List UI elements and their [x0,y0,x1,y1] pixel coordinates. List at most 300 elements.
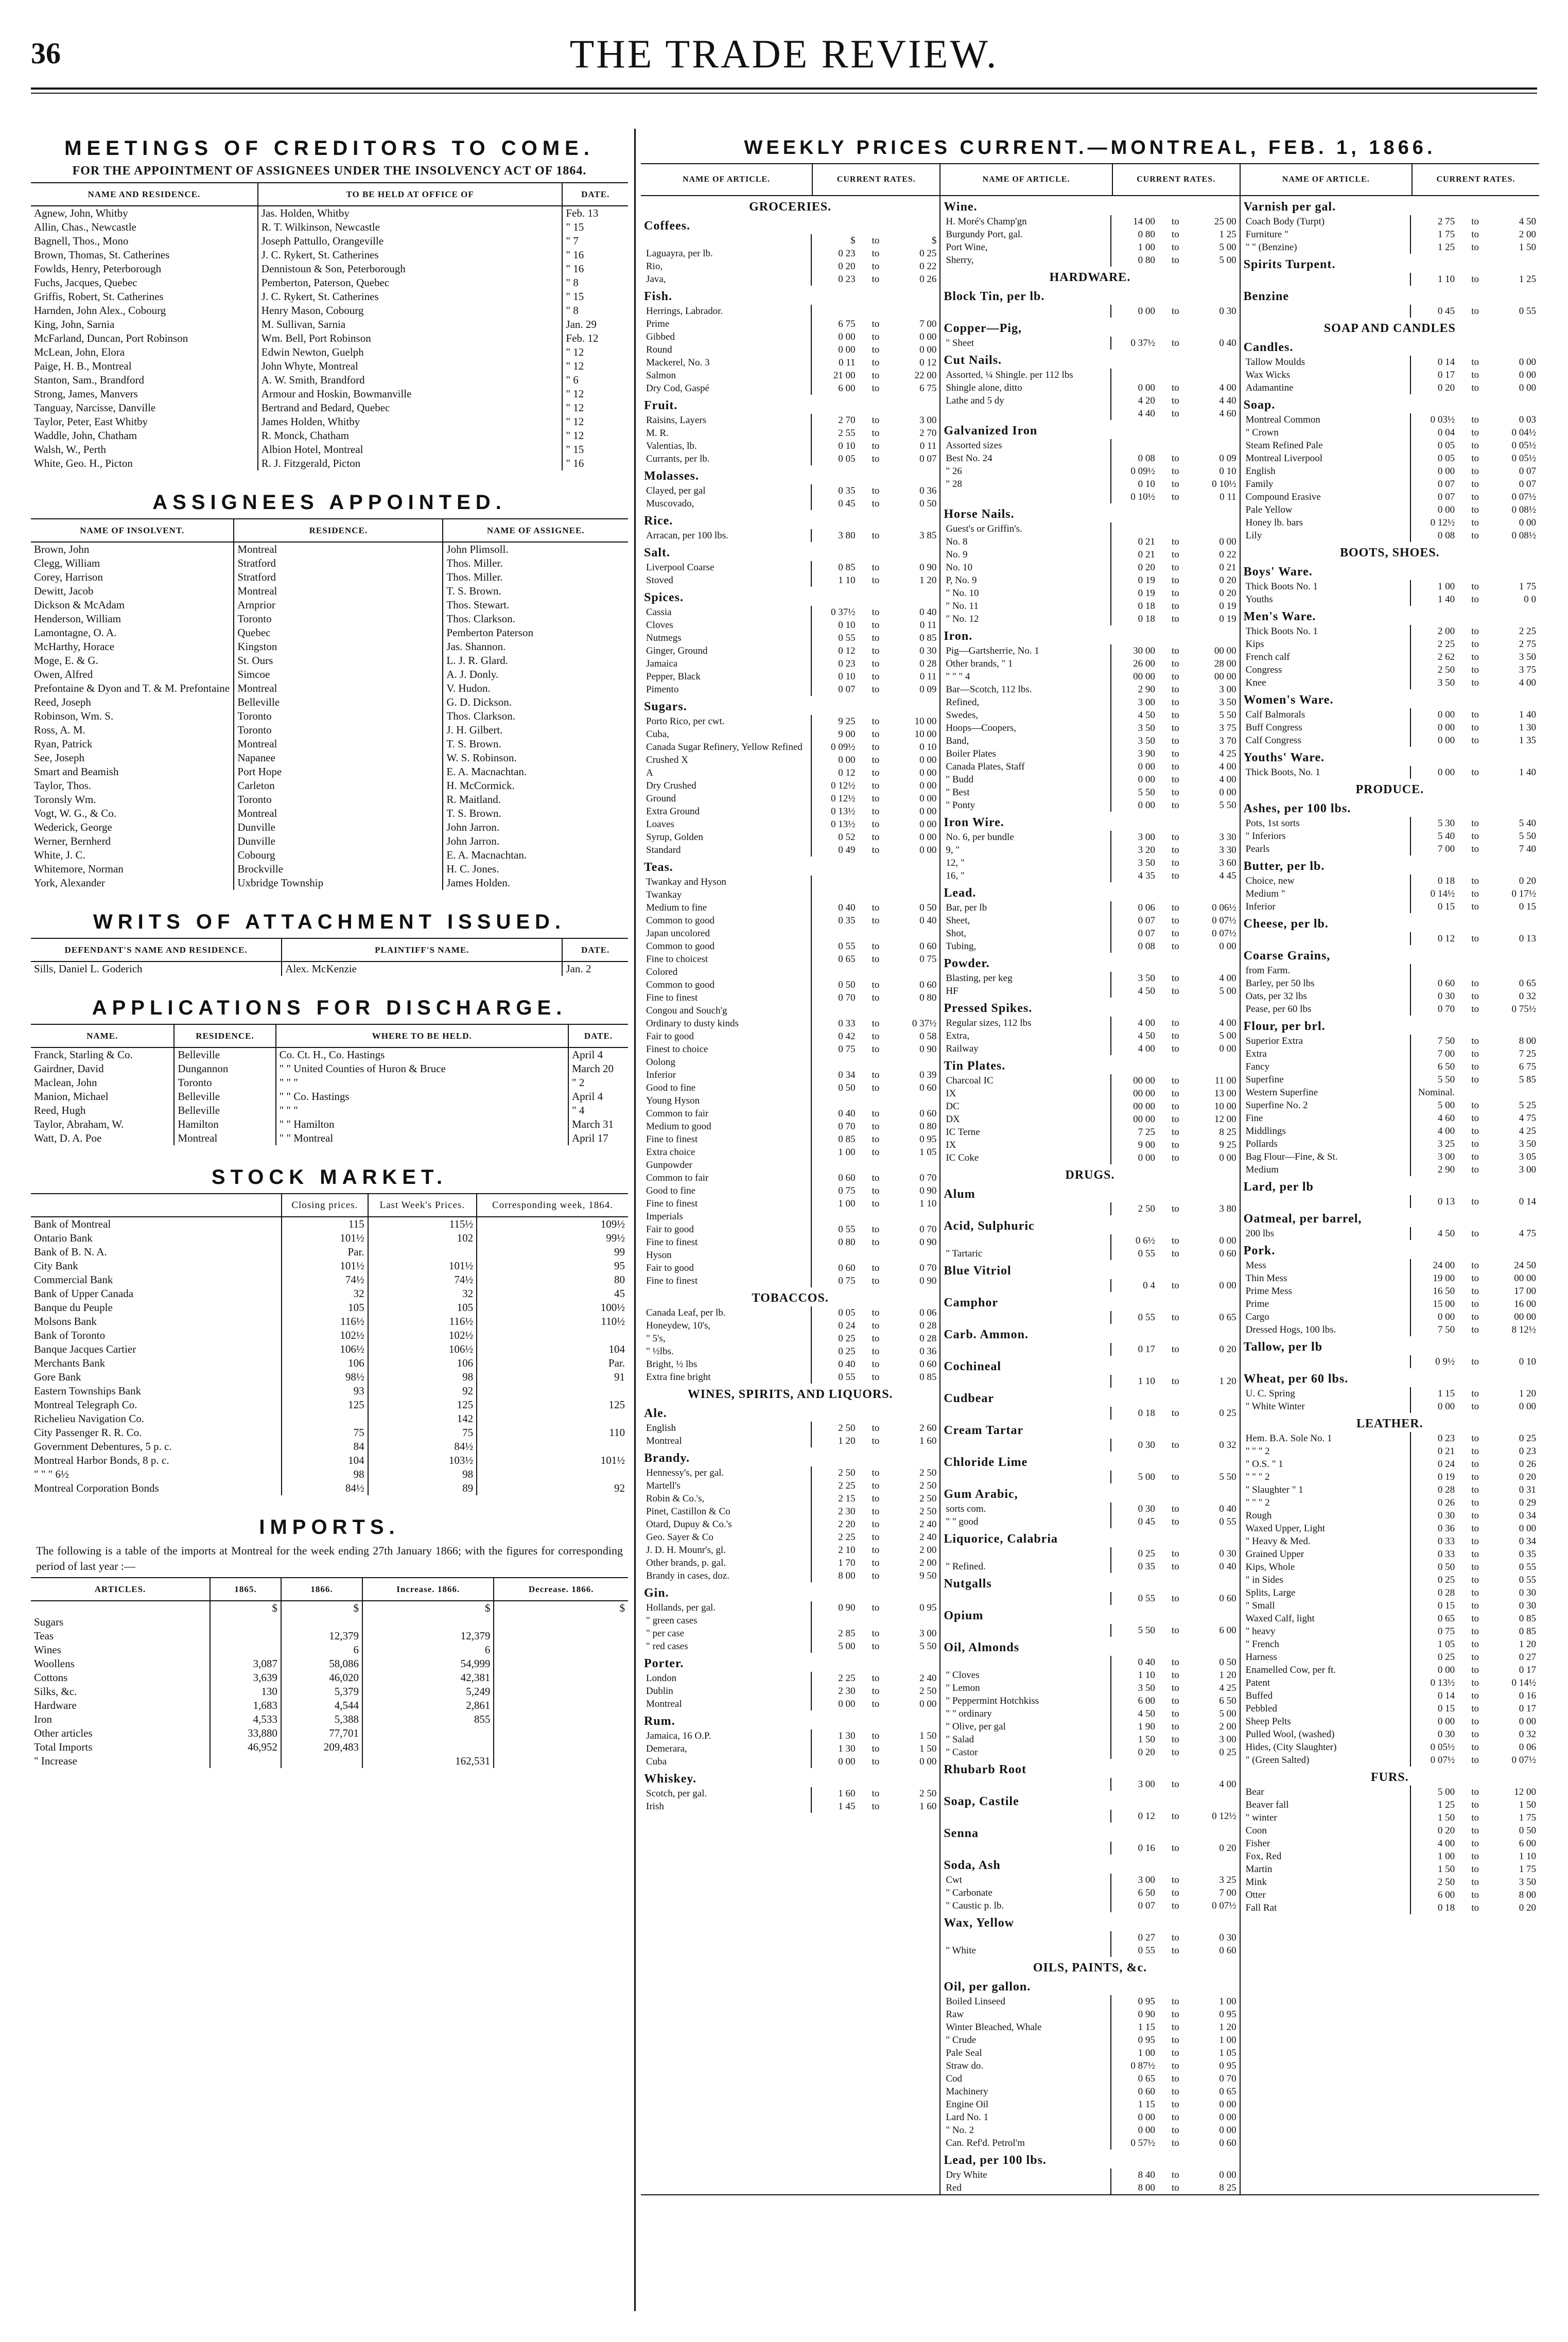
price-item-rates [1411,651,1539,663]
discharge-cell: Taylor, Abraham, W. [34,1118,124,1130]
price-low: 7 00 [1437,1048,1455,1059]
price-item-name: " Tartaric [940,1247,1111,1260]
price-item-rates [812,792,940,805]
price-low: 0 05½ [1430,1742,1455,1753]
price-low: 0 00 [1437,466,1455,477]
price-item [940,985,1239,998]
stock-cell: Molsons Bank [34,1315,97,1327]
price-to: to [1171,787,1179,798]
price-low: 0 85 [838,1134,856,1145]
imports-cell: 162,531 [362,1754,494,1768]
price-category: Cheese, per lb. [1243,917,1329,931]
price-to: to [1471,581,1479,592]
price-to: to [872,1801,880,1812]
price-item-name: Medium to good [641,1120,812,1133]
price-to: to [1471,1312,1479,1322]
price-item [1241,1298,1539,1310]
price-category: Brandy. [644,1452,690,1465]
imports-cell: Other articles [34,1727,93,1739]
price-item-rates [812,427,940,440]
price-item-name: Thin Mess [1241,1272,1412,1285]
price-high: 0 00 [1519,357,1536,368]
price-to: to [872,370,880,381]
price-low: 3 25 [1437,1139,1455,1149]
price-item-name: Youths [1241,593,1412,606]
price-high: 28 00 [1214,658,1236,669]
assignees-row [31,779,628,793]
discharge-cell: " " " [276,1104,568,1117]
price-item-rates [812,657,940,670]
price-item-name: Bar, per lb [940,901,1111,914]
price-high: 0 80 [919,1121,937,1132]
stock-table [31,1193,628,1495]
price-category: Soda, Ash [944,1859,1001,1872]
price-low: 0 28 [1437,1587,1455,1598]
price-item [940,548,1239,561]
price-item-rates [812,1004,940,1017]
price-low: 4 00 [1437,1126,1455,1137]
imports-cell: Silks, &c. [34,1685,77,1698]
price-high: 5 50 [919,1641,937,1652]
price-item-name: Ground [641,792,812,805]
price-item [940,600,1239,613]
price-to: to [872,1641,880,1652]
price-low: 4 50 [1138,986,1155,997]
price-item [1241,228,1539,241]
price-item [641,318,939,330]
price-item-name [940,1439,1111,1452]
price-item-name: Canada Sugar Refinery, Yellow Refined [641,741,812,754]
price-item-name: Fine to finest [641,991,812,1004]
price-item-rates [1111,1343,1240,1356]
price-item-name: Beaver fall [1241,1798,1412,1811]
assignees-cell: St. Ours [234,654,443,668]
price-to: to [1471,1228,1479,1239]
price-item-rates [812,1030,940,1043]
price-item-rates [1111,857,1240,869]
assignees-cell: L. J. R. Glard. [443,654,628,668]
price-category: Acid, Sulphuric [944,1219,1035,1233]
assignees-row [31,807,628,820]
stock-row [31,1426,628,1440]
price-item-rates [1111,1100,1240,1113]
price-low: 4 35 [1138,870,1155,881]
assignees-cell: Montreal [234,737,443,751]
price-item-name: Pollards [1241,1138,1412,1150]
price-item-name: " (Green Salted) [1241,1754,1412,1767]
price-high: 0 00 [919,806,937,817]
price-high: 0 14½ [1511,1677,1536,1688]
price-item-name: Red [940,2181,1111,2194]
price-item-name: " White Winter [1241,1400,1412,1413]
price-item [641,888,939,901]
price-to: to [872,671,880,682]
price-item-rates [1111,1087,1240,1100]
price-item-rates [1111,869,1240,882]
price-low: 0 00 [838,1756,856,1767]
price-low: 3 50 [1138,723,1155,733]
meetings-cell: " 15 [562,220,628,234]
price-low: 15 00 [1433,1299,1455,1309]
stock-row [31,1412,628,1426]
page-number: 36 [31,37,61,70]
price-item [940,2169,1239,2181]
price-to: to [1471,1356,1479,1367]
price-to: to [1471,466,1479,477]
price-item-rates [812,1146,940,1159]
price-high: 8 12½ [1511,1324,1536,1335]
price-item-name: " winter [1241,1811,1412,1824]
prices-column [1240,164,1539,2194]
price-item-name: Refined, [940,696,1111,709]
prices-column-header [641,164,939,196]
imports-body [31,1601,628,1768]
price-item-name: Family [1241,478,1412,491]
price-item-name: Knee [1241,676,1412,689]
discharge-cell: March 31 [568,1117,628,1131]
price-item-rates [812,1210,940,1223]
price-to: to [1471,1061,1479,1072]
price-item [940,1234,1239,1247]
price-to: to [872,1628,880,1639]
stock-cell: 101½ [368,1259,477,1273]
price-item [940,1886,1239,1899]
price-item-name: Tubing, [940,940,1111,953]
price-to: to [1471,1652,1479,1663]
assignees-row [31,820,628,834]
discharge-row [31,1062,628,1076]
price-item-name: Fine to finest [641,1197,812,1210]
stock-row [31,1440,628,1454]
price-low: 0 20 [1138,1747,1155,1758]
price-to: to [1471,1787,1479,1797]
price-item-rates [812,414,940,427]
price-item-name: Canada Plates, Staff [940,760,1111,773]
price-to: to [1171,1734,1179,1745]
price-item-name: Mink [1241,1876,1412,1889]
price-category: Coffees. [644,219,690,233]
price-to: to [1171,492,1179,502]
price-item [1241,1310,1539,1323]
stock-cell: Gore Bank [34,1371,81,1383]
price-item [1241,1786,1539,1798]
price-item-rates [812,1236,940,1249]
assignees-cell: Clegg, William [34,557,100,569]
price-high: 0 07½ [1212,928,1236,939]
price-low: 0 37½ [1130,338,1155,348]
price-item [940,760,1239,773]
price-category: Nutgalls [944,1577,992,1591]
price-high: 00 00 [1214,671,1236,682]
stock-row [31,1287,628,1301]
price-item-rates [1411,1786,1539,1798]
price-item [641,343,939,356]
price-item [641,1672,939,1685]
assignees-row [31,542,628,556]
price-to: to [872,633,880,643]
stock-cell: 105 [282,1301,368,1315]
price-item-rates [1411,1150,1539,1163]
price-low: 2 20 [838,1519,856,1530]
price-item-rates [1111,1515,1240,1528]
price-high: 5 50 [1519,831,1536,842]
price-low: 0 45 [1437,306,1455,317]
price-category: Camphor [944,1296,998,1309]
price-low: 2 30 [838,1506,856,1517]
imports-cell: 12,379 [281,1629,362,1643]
price-item [940,1017,1239,1029]
price-item [641,1319,939,1332]
price-low: 0 07 [1437,479,1455,490]
price-to: to [1171,645,1179,656]
header-rule [31,88,1537,90]
price-category: Block Tin, per lb. [944,290,1045,303]
price-item-name: Barley, per 50 lbs [1241,977,1412,990]
price-item-rates [1111,2072,1240,2085]
price-high [896,1094,936,1107]
price-low: 4 50 [1138,1708,1155,1719]
price-item [1241,721,1539,734]
assignees-cell: V. Hudon. [443,681,628,695]
price-low: 0 05 [1437,453,1455,464]
price-item-name: Common to good [641,940,812,953]
price-high: 0 60 [1219,2138,1236,2148]
meetings-cell: Fuchs, Jacques, Quebec [34,276,137,289]
price-item [940,1707,1239,1720]
price-low: 2 62 [1437,652,1455,662]
price-item-name: Jamaica [641,657,812,670]
price-low: 0 14 [1437,357,1455,368]
price-low: 0 50 [1437,1562,1455,1572]
price-to: to [1171,1657,1179,1668]
imports-row [31,1629,628,1643]
price-high: 0 00 [1219,1280,1236,1291]
assignees-cell: E. A. Macnachtan. [443,765,628,779]
price-high: 0 14 [1519,1196,1536,1207]
price-item-rates [1411,580,1539,593]
price-low: 1 25 [1437,1799,1455,1810]
price-low [815,888,856,901]
price-item-name: Best No. 24 [940,452,1111,465]
meetings-cell: " 15 [562,290,628,304]
stock-cell: 106 [368,1356,477,1370]
price-item-rates [1411,593,1539,606]
price-item-rates [1411,1387,1539,1400]
price-high: 0 30 [919,645,937,656]
price-item-name: Raw [940,2008,1111,2021]
price-item-name: Fall Rat [1241,1901,1412,1914]
price-low: 1 90 [1138,1721,1155,1732]
price-category: Oil, Almonds [944,1641,1020,1654]
meetings-cell: McLean, John, Elora [34,346,125,358]
price-item [940,799,1239,812]
price-low: 0 35 [838,485,856,496]
discharge-cell: " " Hamilton [276,1117,568,1131]
stock-cell: Government Debentures, 5 p. c. [34,1440,172,1453]
price-item-name: Montreal [641,1435,812,1447]
meetings-row [31,318,628,331]
price-item-rates [1111,1720,1240,1733]
price-low: 0 00 [1437,722,1455,733]
price-high: 10 00 [1214,1101,1236,1112]
price-high: 0 28 [919,1320,937,1331]
price-low: 0 60 [1437,978,1455,989]
price-item-rates [1411,1676,1539,1689]
price-high: 10 00 [914,716,937,727]
price-item [641,1800,939,1813]
price-to: to [872,902,880,913]
price-high: 5 00 [1219,986,1236,997]
price-low: 0 13½ [831,819,856,830]
price-item-name: " Crown [1241,426,1412,439]
assignees-cell: Toronto [234,612,443,626]
price-low: 0 33 [1437,1536,1455,1547]
price-category: TOBACCOS. [752,1291,829,1305]
price-high: 0 32 [1219,1440,1236,1450]
price-item-rates [1411,1638,1539,1651]
price-item-name [940,1279,1111,1292]
price-to: to [872,1359,880,1370]
price-item-rates [1411,491,1539,503]
price-high [896,1210,936,1223]
price-low: 0 00 [1437,709,1455,720]
price-item-rates [1111,844,1240,857]
price-to: to [1171,1075,1179,1086]
price-item-rates [1411,1901,1539,1914]
price-item-name: " Crude [940,2034,1111,2047]
price-item-rates [1111,1694,1240,1707]
price-high: 0 75½ [1511,1004,1536,1015]
price-item-rates [1411,843,1539,855]
price-low: 0 80 [1138,255,1155,266]
price-item [641,414,939,427]
price-item-rates [812,1614,940,1627]
price-high: 3 75 [1219,723,1236,733]
price-high: 0 19 [1219,601,1236,611]
discharge-col-date: DATE. [568,1024,628,1047]
price-high: 0 90 [919,1044,937,1055]
price-low: 00 00 [1133,671,1155,682]
price-item-name: Fine to choicest [641,953,812,966]
price-to: to [1471,1755,1479,1766]
price-item-rates [1411,1310,1539,1323]
price-item-name: from Farm. [1241,964,1412,977]
stock-cell [477,1440,628,1454]
price-item-name: Bright, ½ lbs [641,1358,812,1371]
price-item-name: Bar—Scotch, 112 lbs. [940,683,1111,696]
meetings-row [31,234,628,248]
price-item-name: Prime Mess [1241,1285,1412,1298]
price-item-rates [1411,990,1539,1003]
price-item [641,1133,939,1146]
price-low: 00 00 [1133,1075,1155,1086]
price-item [940,1842,1239,1855]
stock-cell: Par. [477,1356,628,1370]
price-item-rates [1111,1017,1240,1029]
price-item-rates [1111,1375,1240,1388]
meetings-cell: Albion Hotel, Montreal [258,443,563,457]
price-item-name: Montreal Liverpool [1241,452,1412,465]
price-low: 0 30 [1437,991,1455,1002]
price-item-name: Prime [1241,1298,1412,1310]
price-item-name: Rio, [641,260,812,273]
price-to: to [1171,549,1179,560]
price-item-rates [1111,722,1240,735]
price-item-rates [812,1531,940,1544]
price-item [641,1159,939,1172]
price-to: to [1171,800,1179,811]
price-item [1241,1837,1539,1850]
price-item-rates [1411,1850,1539,1863]
price-item-name: Thick Boots No. 1 [1241,580,1412,593]
price-item-name: Engine Oil [940,2098,1111,2111]
price-item-name: Martell's [641,1479,812,1492]
price-to: to [1171,1875,1179,1885]
price-item-rates [812,529,940,542]
price-item-rates [1411,503,1539,516]
price-item [641,792,939,805]
price-low: 0 00 [1437,1716,1455,1727]
price-item-name: Cargo [1241,1310,1412,1323]
price-low: 2 90 [1138,684,1155,695]
stock-cell: Banque du Peuple [34,1301,113,1314]
price-to: to [1471,1324,1479,1335]
price-item [641,574,939,587]
price-item [641,1505,939,1518]
price-item-rates [1411,663,1539,676]
assignees-row [31,626,628,640]
price-item-name: Scotch, per gal. [641,1787,812,1800]
price-item [1241,491,1539,503]
price-high: 2 50 [919,1467,937,1478]
meetings-row [31,415,628,429]
price-high: 1 25 [1219,229,1236,240]
price-item [1241,1086,1539,1099]
price-to: to [872,453,880,464]
price-to: to [872,1467,880,1478]
price-item-rates [812,1544,940,1557]
price-low: 0 60 [838,1173,856,1183]
price-to: to [872,767,880,778]
imports-cell [362,1615,494,1629]
meetings-cell: A. W. Smith, Brandford [258,373,563,387]
price-item [940,1560,1239,1573]
price-item [940,940,1239,953]
assignees-cell: Dewitt, Jacob [34,585,94,597]
price-item-rates [1411,1561,1539,1574]
price-item [1241,1496,1539,1509]
price-item-name [1241,932,1412,945]
price-item-rates [1111,613,1240,625]
price-item [641,978,939,991]
price-item-name: Geo. Sayer & Co [641,1531,812,1544]
price-item-rates [1411,1728,1539,1741]
assignees-cell: Belleville [234,695,443,709]
price-item-rates [1411,1323,1539,1336]
price-high: 0 34 [1519,1510,1536,1521]
price-item [940,465,1239,478]
discharge-cell: Montreal [174,1131,275,1145]
price-item-rates [1111,1810,1240,1823]
price-item-name: " " " 2 [1241,1445,1412,1458]
price-to: to [1471,1151,1479,1162]
price-low: 0 00 [838,344,856,355]
price-high: 9 50 [919,1570,937,1581]
price-high: 3 85 [919,530,937,541]
price-low: 0 28 [1437,1484,1455,1495]
price-to: to [1471,1549,1479,1560]
price-high: 0 12½ [1212,1811,1236,1822]
